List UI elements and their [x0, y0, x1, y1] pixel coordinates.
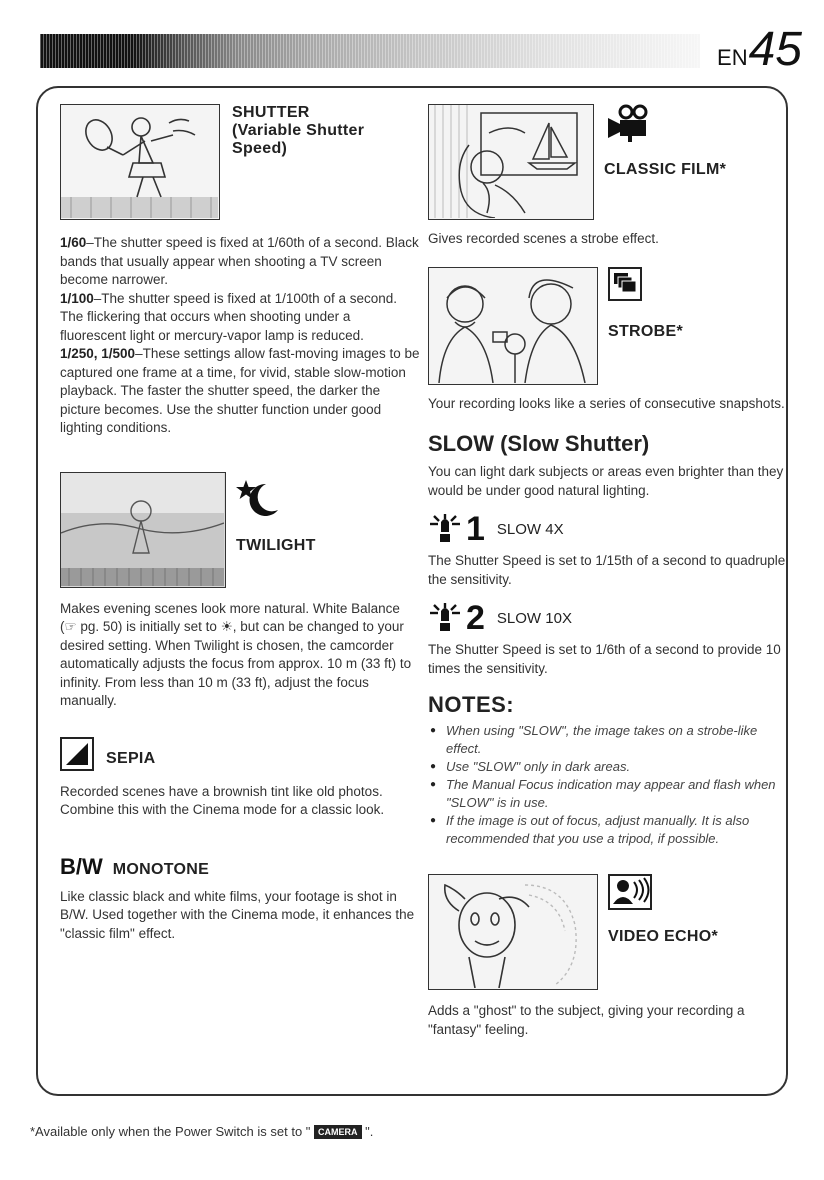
strobe-title: STROBE* — [608, 322, 683, 340]
notes-title: NOTES: — [428, 692, 515, 717]
classic-film-header — [428, 104, 788, 220]
video-echo-text: Adds a "ghost" to the subject, giving your recording a "fantasy" feeling. — [428, 1003, 745, 1037]
video-echo-title: VIDEO ECHO* — [608, 928, 718, 945]
bw-icon: B/W — [60, 853, 103, 879]
footnote-text-1: *Available only when the Power Switch is set to " — [30, 1124, 315, 1139]
slow-mode-2-header — [428, 599, 788, 637]
video-echo-illustration — [428, 874, 598, 990]
slow-shutter-icon — [428, 514, 462, 544]
slow-mode-2-text: The Shutter Speed is set to 1/6th of a second to provide 10 times the sensitivity. — [428, 642, 781, 676]
shutter-illustration — [60, 104, 220, 220]
slow-title: SLOW (Slow Shutter) — [428, 431, 650, 456]
note-item: ● If the image is out of focus, adjust manually. It is also recommended that you use a tripod, if possible. — [428, 812, 788, 848]
left-column — [60, 104, 420, 943]
note-item: ● When using "SLOW", the image takes on a strobe-like effect. — [428, 722, 788, 758]
twilight-illustration — [60, 472, 226, 588]
page-number — [717, 22, 802, 77]
classic-film-title-block — [604, 104, 726, 179]
slow-intro: You can light dark subjects or areas even brighter than they would be under good natural lighting. — [428, 464, 784, 498]
shutter-item-text: –The shutter speed is fixed at 1/100th of a second. The flickering that occurs when shooting under a fluorescent light or mercury-vapor lamp is reduced. — [60, 290, 397, 343]
slow-mode-number: 1 — [466, 510, 485, 548]
strobe-illustration — [428, 267, 598, 385]
film-camera-icon — [604, 104, 654, 144]
sepia-title: SEPIA — [106, 749, 156, 767]
monotone-title: MONOTONE — [112, 860, 210, 878]
twilight-text-part-3: , but can be changed to your desired setting. When Twilight is chosen, the camcorder automatically adjusts the focus from approx. 10 m (33 ft) to infinity. From less than 10 m (33 ft), adjust the focus manually. — [60, 619, 412, 708]
shutter-header — [60, 104, 420, 220]
shutter-body — [60, 234, 420, 438]
shutter-item-1 — [60, 234, 420, 290]
twilight-text-part-1: Makes evening scenes look more natural. White Balance ( — [60, 600, 400, 634]
video-echo-title-block — [608, 874, 718, 946]
right-column — [428, 104, 788, 1039]
notes-list — [428, 722, 788, 848]
monotone-text: Like classic black and white films, your footage is shot in B/W. Used together with the Cinema mode, it enhances the "classic film" effect. — [60, 888, 415, 941]
shutter-title-block — [232, 104, 364, 158]
shutter-item-2 — [60, 290, 420, 346]
video-echo-header — [428, 874, 788, 990]
footnote-text-2: ". — [361, 1124, 374, 1139]
shutter-title-1: SHUTTER — [232, 104, 310, 121]
strobe-text: Your recording looks like a series of consecutive snapshots. — [428, 395, 785, 411]
footnote — [30, 1124, 373, 1139]
twilight-title-block — [236, 478, 316, 555]
classic-film-title: CLASSIC FILM* — [604, 161, 727, 178]
shutter-title-2: (Variable Shutter — [232, 122, 365, 139]
shutter-item-label: 1/100 — [60, 290, 94, 306]
slow-mode-1-header — [428, 510, 788, 548]
camera-badge-icon: CAMERA — [314, 1125, 362, 1139]
page-number-value: 45 — [748, 23, 802, 76]
shutter-item-3 — [60, 345, 420, 438]
slow-shutter-icon — [428, 603, 462, 633]
shutter-item-label: 1/250, 1/500 — [60, 346, 136, 361]
sun-icon: ☀ — [220, 619, 233, 634]
shutter-item-label: 1/60 — [60, 235, 87, 250]
shutter-item-text: –The shutter speed is fixed at 1/60th of a second. Black bands that usually appear when shooting a TV screen become narrower. — [60, 235, 419, 287]
header-band — [40, 34, 700, 68]
slow-mode-label: SLOW 10X — [496, 609, 572, 627]
twilight-title: TWILIGHT — [236, 536, 316, 554]
slow-mode-1-text: The Shutter Speed is set to 1/15th of a second to quadruple the sensitivity. — [428, 553, 786, 587]
video-echo-icon — [608, 874, 652, 910]
twilight-text-part-2: pg. 50) is initially set to — [76, 619, 221, 634]
sepia-icon — [60, 737, 94, 771]
sepia-text: Recorded scenes have a brownish tint like old photos. Combine this with the Cinema mode for a classic look. — [60, 783, 385, 817]
book-ref-icon: ☞ — [64, 619, 77, 634]
strobe-header — [428, 267, 788, 385]
sepia-header — [60, 737, 420, 771]
note-item: ● The Manual Focus indication may appear and flash when "SLOW" is in use. — [428, 776, 788, 812]
strobe-title-block — [608, 267, 683, 341]
strobe-icon — [608, 267, 642, 301]
classic-film-text: Gives recorded scenes a strobe effect. — [428, 231, 659, 246]
twilight-text — [60, 600, 420, 711]
slow-mode-label: SLOW 4X — [496, 520, 564, 538]
twilight-icon — [236, 478, 282, 518]
classic-film-illustration — [428, 104, 594, 220]
twilight-header — [60, 472, 420, 588]
shutter-item-text: –These settings allow fast-moving images to be captured one frame at a time, for vivid, stable slow-motion playback. The faster the shutter speed, the darker the picture becomes. Use the shutter function under good lighting conditions. — [60, 346, 420, 435]
monotone-header — [60, 854, 420, 880]
slow-mode-number: 2 — [466, 599, 485, 637]
note-item: ● Use "SLOW" only in dark areas. — [428, 758, 788, 776]
shutter-title-3: Speed) — [232, 140, 288, 157]
page-prefix: EN — [717, 45, 748, 70]
